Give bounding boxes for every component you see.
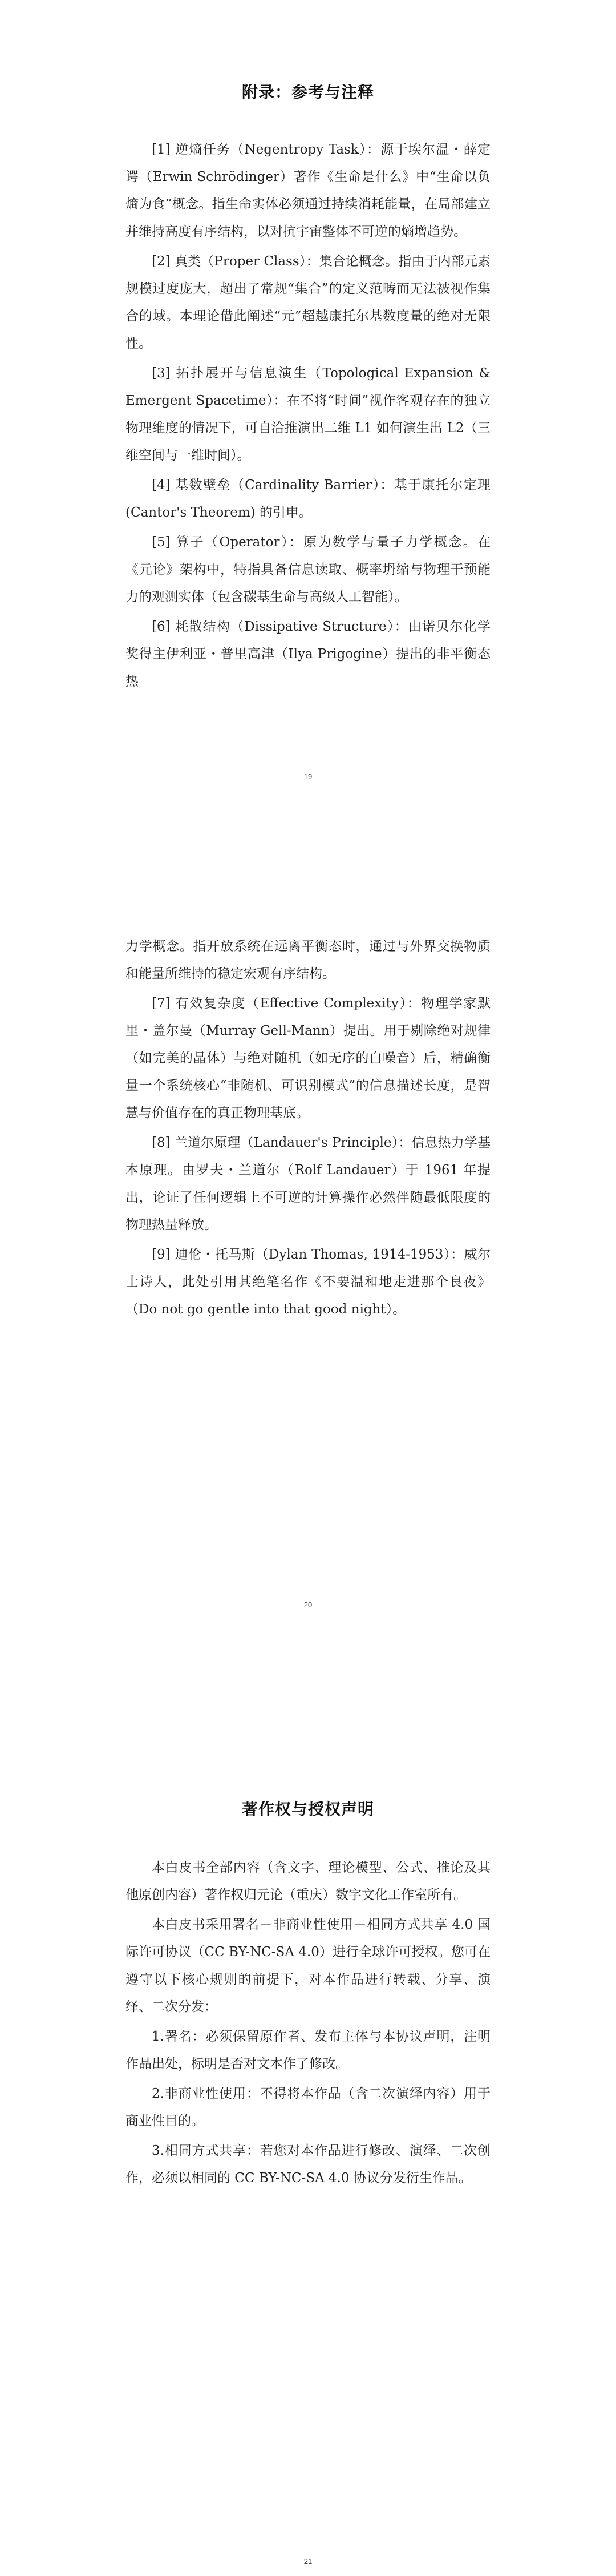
page-number: 21 bbox=[303, 2557, 313, 2566]
license-rule-noncommercial: 2.非商业性使用：不得将本作品（含二次演绎内容）用于商业性目的。 bbox=[125, 2086, 491, 2128]
page-19 bbox=[0, 0, 616, 858]
copyright-body bbox=[125, 1854, 491, 2194]
note-7: [7] 有效复杂度（Effective Complexity）：物理学家默里・盖尔曼（Murray Gell-Mann）提出。用于剔除绝对规律（如完美的晶体）与绝对随机（如无序的白噪音）后，精确衡量一个系统核心“非随机、可识别模式”的信息描述长度，是智慧与价值存在的真正物理基底。 bbox=[125, 996, 491, 1120]
note-8: [8] 兰道尔原理（Landauer's Principle）：信息热力学基本原理。由罗夫・兰道尔（Rolf Landauer）于 1961 年提出，论证了任何逻辑上不可逆的计算操作必然伴随最低限度的物理热量释放。 bbox=[125, 1135, 491, 1232]
note-6-continued: 力学概念。指开放系统在远离平衡态时，通过与外界交换物质和能量所维持的稳定宏观有序结构。 bbox=[125, 939, 491, 981]
page-number: 19 bbox=[303, 772, 313, 781]
note-2: [2] 真类（Proper Class）：集合论概念。指由于内部元素规模过度庞大，超出了常规“集合”的定义范畴而无法被视作集合的域。本理论借此阐述“元”超越康托尔基数度量的绝对无限性。 bbox=[125, 254, 491, 351]
note-5: [5] 算子（Operator）：原为数学与量子力学概念。在《元论》架构中，特指具备信息读取、概率坍缩与物理干预能力的观测实体（包含碳基生命与高级人工智能）。 bbox=[125, 535, 491, 604]
appendix-notes-part1 bbox=[125, 136, 491, 698]
appendix-title: 附录：参考与注释 bbox=[241, 83, 374, 102]
note-3: [3] 拓扑展开与信息演生（Topological Expansion & Emergent Spacetime）：在不将“时间”视作客观存在的独立物理维度的情况下，可自洽推演出二维 L1 如何演生出 L2（三维空间与一维时间）。 bbox=[125, 366, 491, 463]
note-4: [4] 基数壁垒（Cardinality Barrier）：基于康托尔定理 (Cantor's Theorem) 的引申。 bbox=[125, 478, 491, 520]
note-9: [9] 迪伦・托马斯（Dylan Thomas, 1914-1953）：威尔士诗人，此处引用其绝笔名作《不要温和地走进那个良夜》（Do not go gentle into that good night）。 bbox=[125, 1247, 491, 1317]
page-number: 20 bbox=[303, 1601, 313, 1609]
license-paragraph: 本白皮书采用署名－非商业性使用－相同方式共享 4.0 国际许可协议（CC BY-NC-SA 4.0）进行全球许可授权。您可在遵守以下核心规则的前提下，对本作品进行转载、分享、演绎、二次分发： bbox=[125, 1917, 491, 2014]
page-21 bbox=[0, 1717, 616, 2576]
license-rule-sharealike: 3.相同方式共享：若您对本作品进行修改、演绎、二次创作，必须以相同的 CC BY-NC-SA 4.0 协议分发衍生作品。 bbox=[125, 2143, 491, 2186]
note-1: [1] 逆熵任务（Negentropy Task）：源于埃尔温・薛定谔（Erwin Schrödinger）著作《生命是什么》中“生命以负熵为食”概念。指生命实体必须通过持续消耗能量，在局部建立并维持高度有序结构，以对抗宇宙整体不可逆的熵增趋势。 bbox=[125, 142, 491, 239]
license-rule-attribution: 1.署名：必须保留原作者、发布主体与本协议声明，注明作品出处，标明是否对文本作了修改。 bbox=[125, 2029, 491, 2071]
copyright-paragraph: 本白皮书全部内容（含文字、理论模型、公式、推论及其他原创内容）著作权归元论（重庆）数字文化工作室所有。 bbox=[125, 1860, 491, 1902]
page-20 bbox=[0, 858, 616, 1717]
appendix-notes-part2 bbox=[125, 933, 491, 1325]
note-6-start: [6] 耗散结构（Dissipative Structure）：由诺贝尔化学奖得主伊利亚・普里高津（Ilya Prigogine）提出的非平衡态热 bbox=[125, 619, 491, 689]
copyright-title: 著作权与授权声明 bbox=[241, 1800, 374, 1819]
